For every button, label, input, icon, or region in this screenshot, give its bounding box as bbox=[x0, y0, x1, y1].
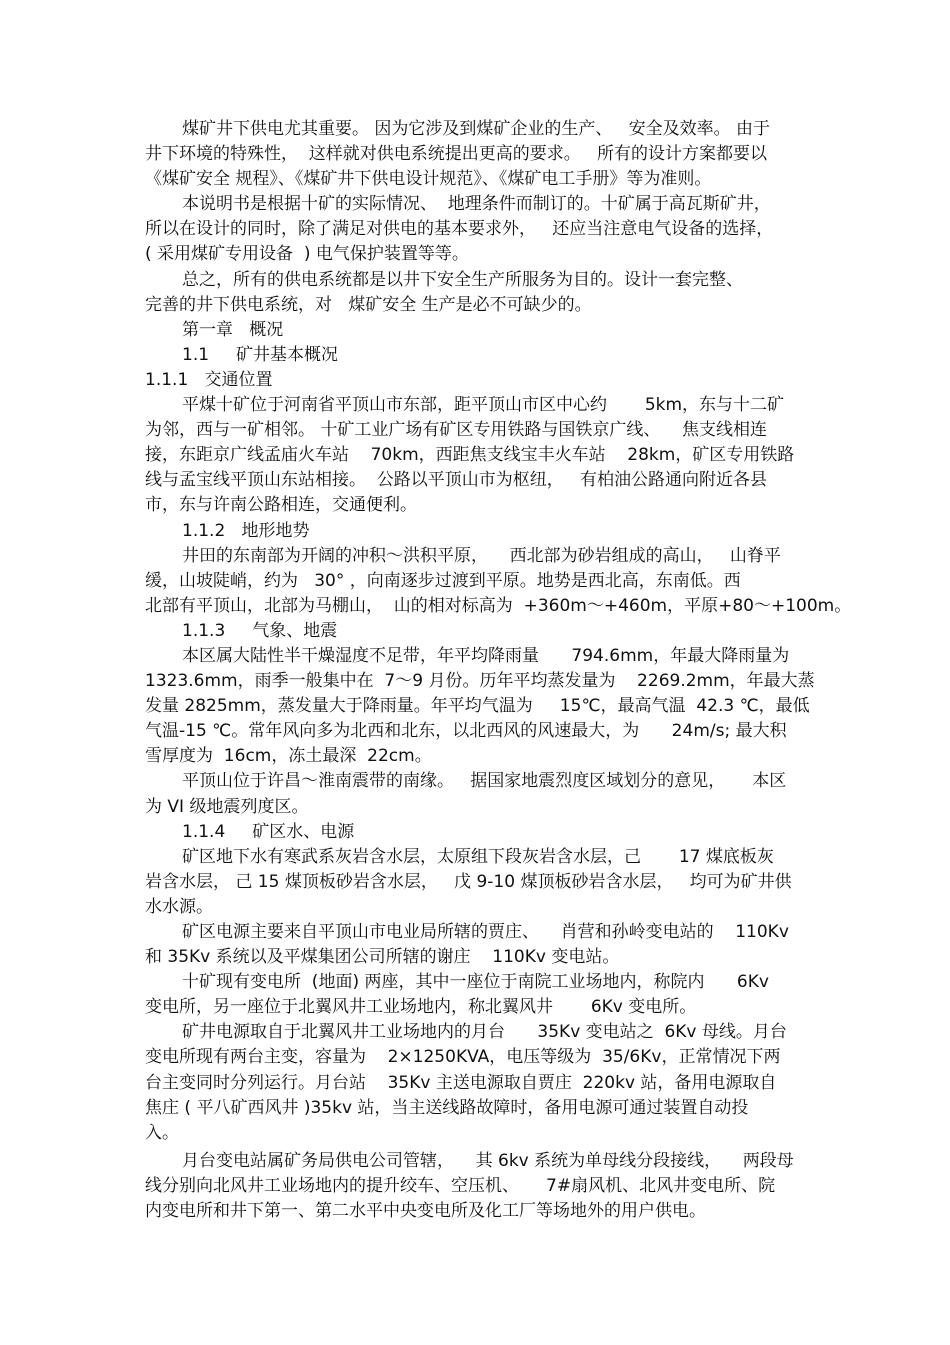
subsection-heading: 1.1.3 气象、地震 bbox=[182, 620, 338, 641]
text-line: 本区属大陆性半干燥湿度不足带，年平均降雨量 794.6mm，年最大降雨量为 bbox=[182, 645, 790, 666]
text-line: 1323.6mm，雨季一般集中在 7～9 月份。历年平均蒸发量为 2269.2mm，年最大蒸 bbox=[145, 671, 815, 692]
text-line: 月台变电站属矿务局供电公司管辖， 其 6kv 系统为单母线分段接线， 两段母 bbox=[182, 1150, 794, 1171]
text-line: 内变电所和井下第一、第二水平中央变电所及化工厂等场地外的用户供电。 bbox=[145, 1201, 706, 1222]
text-line: 井下环境的特殊性， 这样就对供电系统提出更高的要求。 所有的设计方案都要以 bbox=[145, 144, 768, 165]
text-line: 矿区地下水有寒武系灰岩含水层，太原组下段灰岩含水层，己 17 煤底板灰 bbox=[182, 846, 774, 867]
text-line: 《煤矿安全 规程》、《煤矿井下供电设计规范》、《煤矿电工手册》等为准则。 bbox=[145, 169, 712, 190]
text-line: 缓，山坡陡峭，约为 30° ，向南逐步过渡到平原。地势是西北高，东南低。西 bbox=[145, 570, 741, 591]
text-line: 完善的井下供电系统，对 煤矿安全 生产是必不可缺少的。 bbox=[145, 294, 592, 315]
text-line: 和 35Kv 系统以及平煤集团公司所辖的谢庄 110Kv 变电站。 bbox=[145, 947, 620, 968]
text-line: 焦庄 ( 平八矿西风井 )35kv 站，当主送线路故障时，备用电源可通过装置自动投 bbox=[145, 1097, 749, 1118]
text-line: 矿区电源主要来自平顶山市电业局所辖的贾庄、 肖营和孙岭变电站的 110Kv bbox=[182, 922, 789, 942]
text-line: 煤矿井下供电尤其重要。 因为它涉及到煤矿企业的生产、 安全及效率。 由于 bbox=[182, 119, 771, 139]
text-line: 气温-15 ℃。常年风向多为北西和北东，以北西风的风速最大，为 24m/s; 最大积 bbox=[145, 721, 787, 742]
text-line: 为 VI 级地震列度区。 bbox=[145, 796, 309, 817]
chapter-title: 第一章 概况 bbox=[182, 319, 284, 340]
text-line: 线与孟宝线平顶山东站相接。 公路以平顶山市为枢纽， 有柏油公路通向附近各县 bbox=[145, 470, 768, 491]
subsection-heading: 1.1.4 矿区水、电源 bbox=[182, 821, 355, 842]
text-line: 矿井电源取自于北翼风井工业场地内的月台 35Kv 变电站之 6Kv 母线。月台 bbox=[182, 1022, 787, 1043]
subsection-heading: 1.1.2 地形地势 bbox=[182, 520, 310, 541]
text-line: 变电所，另一座位于北翼风井工业场地内，称北翼风井 6Kv 变电所。 bbox=[145, 997, 697, 1018]
text-line: 本说明书是根据十矿的实际情况、 地理条件而制订的。十矿属于高瓦斯矿井， bbox=[182, 194, 771, 215]
text-line: 平顶山位于许昌～淮南震带的南缘。 据国家地震烈度区域划分的意见， 本区 bbox=[182, 771, 787, 792]
text-line: 入。 bbox=[145, 1122, 179, 1143]
text-line: 井田的东南部为开阔的冲积～洪积平原， 西北部为砂岩组成的高山， 山脊平 bbox=[182, 545, 781, 566]
text-line: 市，东与许南公路相连，交通便利。 bbox=[145, 495, 417, 516]
text-line: 平煤十矿位于河南省平顶山市东部，距平顶山市区中心约 5km，东与十二矿 bbox=[182, 395, 785, 416]
text-line: 水水源。 bbox=[145, 896, 213, 917]
text-line: ( 采用煤矿专用设备 ) 电气保护装置等等。 bbox=[145, 244, 469, 265]
text-line: 十矿现有变电所 (地面) 两座，其中一座位于南院工业场地内，称院内 6Kv bbox=[182, 972, 769, 993]
text-line: 台主变同时分列运行。月台站 35Kv 主送电源取自贾庄 220kv 站，备用电源取自 bbox=[145, 1072, 777, 1093]
text-line: 所以在设计的同时，除了满足对供电的基本要求外， 还应当注意电气设备的选择， bbox=[145, 219, 774, 240]
subsection-heading: 1.1.1 交通位置 bbox=[145, 369, 273, 390]
text-line: 变电所现有两台主变，容量为 2×1250KVA，电压等级为 35/6Kv，正常情况下两 bbox=[145, 1047, 781, 1068]
text-line: 线分别向北风井工业场地内的提升绞车、空压机、 7#扇风机、北风井变电所、院 bbox=[145, 1175, 776, 1196]
document-body bbox=[145, 117, 852, 1224]
text-line: 发量 2825mm，蒸发量大于降雨量。年平均气温为 15℃，最高气温 42.3 ℃，最低 bbox=[145, 696, 810, 717]
text-line: 雪厚度为 16cm，冻土最深 22cm。 bbox=[145, 746, 432, 767]
text-line: 岩含水层， 己 15 煤顶板砂岩含水层， 戊 9-10 煤顶板砂岩含水层， 均可为矿井供 bbox=[145, 871, 792, 892]
text-line: 总之，所有的供电系统都是以井下安全生产所服务为目的。设计一套完整、 bbox=[182, 269, 743, 290]
text-line: 接，东距京广线孟庙火车站 70km，西距焦支线宝丰火车站 28km，矿区专用铁路 bbox=[145, 445, 795, 466]
text-line: 为邻，西与一矿相邻。 十矿工业广场有矿区专用铁路与国铁京广线、 焦支线相连 bbox=[145, 420, 768, 441]
text-line: 北部有平顶山，北部为马棚山， 山的相对标高为 +360m～+460m，平原+80～+100m。 bbox=[145, 595, 852, 616]
section-heading: 1.1 矿井基本概况 bbox=[182, 344, 339, 365]
